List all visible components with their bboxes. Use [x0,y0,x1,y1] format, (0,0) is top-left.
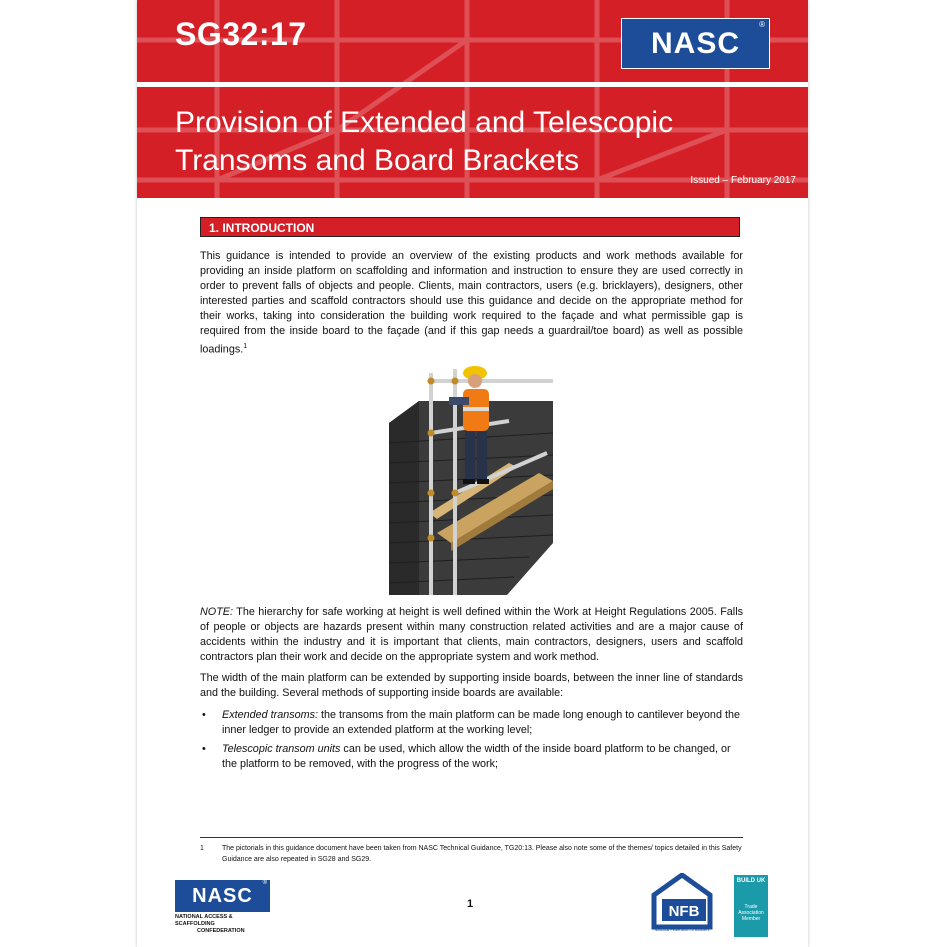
list-item-term: Telescopic transom units [222,743,341,755]
nasc-footer-logo-text: NASC [192,884,253,907]
header-banner [137,0,808,198]
nasc-name-line-2: CONFEDERATION [197,928,245,934]
nasc-logo-top [621,18,770,69]
list-item [200,742,743,772]
nasc-name-line-1: NATIONAL ACCESS & SCAFFOLDING [175,914,233,927]
note-text: The hierarchy for safe working at height is well defined within the Work at Height Regulations 2005. Falls of people or objects are hazards present within many construction related activities and are a major cause of accidents within the industry and it is important that clients, main contractors, designers, users and scaffold contractors plan their work and decide on the appropriate system and work method. [200,606,743,663]
document-page [137,0,808,947]
nasc-full-name [175,914,270,935]
note-paragraph [200,605,743,665]
build-uk-line-2: Association [738,910,764,916]
scaffold-worker-illustration [389,363,553,595]
intro-text: This guidance is intended to provide an overview of the existing products and work methods available for providing an inside platform on scaffolding and information and instruction to ensure they are used correctly in order to prevent falls of objects and people. Clients, main contractors, users (e.g. bricklayers), designers, other interested parties and scaffold contractors should use this guidance and decide on the appropriate method for their works, taking into consideration the building work required to the façade and what permissible gap is required from the inside board to the façade (and if this gap needs a guardrail/toe board) as well as possible loadings. [200,250,743,356]
build-uk-line-1: Trade [744,904,758,910]
title-line-2: Transoms and Board Brackets [175,144,580,177]
issued-date: Issued – February 2017 [690,175,796,186]
title-line-1: Provision of Extended and Telescopic [175,106,674,139]
banner-divider-stripe [137,82,808,87]
platform-width-paragraph: The width of the main platform can be extended by supporting inside boards, between the inner line of standards and the building. Several methods of supporting inside boards are available: [200,672,743,699]
section-heading-introduction: 1. INTRODUCTION [200,217,740,237]
build-uk-member-text [734,904,768,922]
document-title [175,104,755,180]
nfb-caption: National Federation of Builders [654,927,710,932]
registered-mark: ® [262,880,268,886]
build-uk-logo [734,875,768,937]
nasc-logo-text: NASC [650,26,740,60]
list-item-term: Extended transoms: [222,709,319,721]
build-uk-brand: BUILD UK [736,878,766,884]
list-item [200,708,743,738]
nfb-logo [650,873,714,933]
footnote-ref: 1 [243,343,248,350]
support-methods-list [200,708,743,776]
note-label: NOTE: [200,606,233,618]
registered-mark: ® [759,20,766,29]
list-item-text: the transoms from the main platform can be made long enough to cantilever beyond the inner ledger to provide an extended platform at the working level; [222,709,740,736]
nasc-logo-box [175,880,270,912]
document-code: SG32:17 [175,16,307,52]
intro-paragraph [200,249,743,358]
footnote-number: 1 [200,845,204,852]
nfb-logo-text: NFB [668,903,700,920]
build-uk-line-3: Member [741,916,761,922]
nasc-logo-footer [175,880,270,935]
footnote-text: The pictorials in this guidance document have been taken from NASC Technical Guidance, TG20:13. Please also note some of the themes/ topics detailed in this Safety Guidance are also repeated in SG28 and SG29. [222,845,742,863]
list-item-text: can be used, which allow the width of the inside board platform to be changed, or the platform to be removed, with the progress of the work; [222,743,731,770]
footnote-divider [200,837,743,838]
page-number: 1 [467,898,474,910]
